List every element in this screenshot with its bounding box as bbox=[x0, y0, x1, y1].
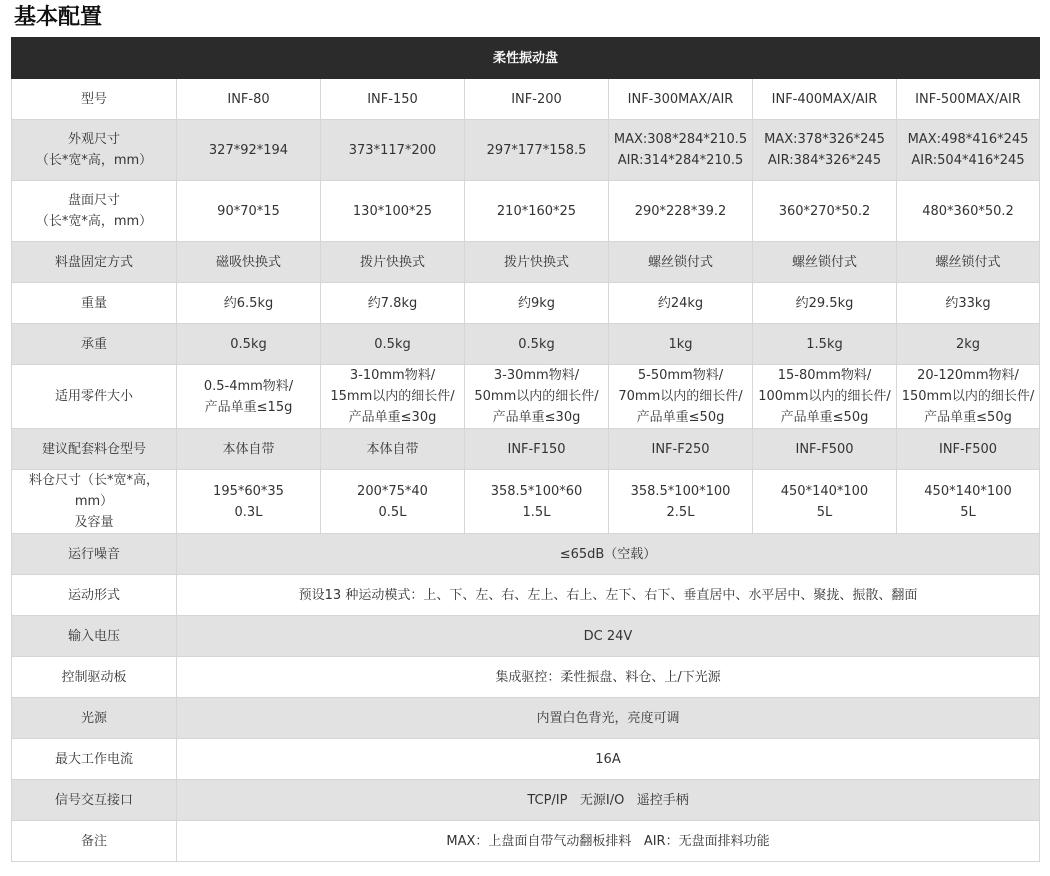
row-label bbox=[12, 739, 177, 780]
row-label bbox=[12, 324, 177, 365]
cell-line: 290*228*39.2 bbox=[634, 203, 727, 219]
cell-line: TCP/IP 无源I/O 遥控手柄 bbox=[527, 792, 689, 808]
table-header-row bbox=[12, 38, 1040, 79]
cell-line: 螺丝锁付式 bbox=[791, 254, 857, 270]
table-cell bbox=[609, 242, 753, 283]
cell-line: INF-F150 bbox=[507, 441, 566, 457]
cell-line: 承重 bbox=[80, 336, 107, 352]
cell-line: INF-400MAX/AIR bbox=[771, 91, 878, 107]
cell-line: 480*360*50.2 bbox=[922, 203, 1014, 219]
cell-line: 3-10mm物料/ bbox=[349, 368, 436, 383]
cell-line: 2kg bbox=[955, 336, 981, 352]
cell-line: DC 24V bbox=[583, 628, 633, 644]
cell-line: 3-30mm物料/ bbox=[493, 368, 580, 383]
table-row bbox=[12, 575, 1040, 616]
row-label bbox=[12, 575, 177, 616]
row-label bbox=[12, 616, 177, 657]
table-row bbox=[12, 534, 1040, 575]
cell-line: 运动形式 bbox=[67, 587, 120, 603]
cell-line: INF-500MAX/AIR bbox=[915, 91, 1021, 107]
cell-line: 5-50mm物料/ bbox=[637, 368, 724, 383]
table-cell bbox=[897, 242, 1040, 283]
table-cell bbox=[465, 79, 609, 120]
row-label bbox=[12, 470, 177, 534]
cell-line: 70mm以内的细长件/ bbox=[618, 389, 743, 404]
table-cell bbox=[897, 283, 1040, 324]
cell-line: 0.5-4mm物料/ bbox=[203, 378, 294, 394]
table-cell bbox=[609, 470, 753, 534]
cell-line: 15-80mm物料/ bbox=[777, 368, 872, 383]
cell-line: INF-F500 bbox=[938, 441, 998, 457]
row-label bbox=[12, 698, 177, 739]
row-label bbox=[12, 79, 177, 120]
table-cell bbox=[465, 324, 609, 365]
table-cell bbox=[753, 429, 897, 470]
cell-line: 297*177*158.5 bbox=[486, 142, 587, 158]
row-label bbox=[12, 657, 177, 698]
cell-line: 1kg bbox=[668, 336, 693, 352]
cell-line: 产品单重≤50g bbox=[780, 410, 869, 425]
row-label bbox=[12, 821, 177, 862]
table-cell bbox=[897, 181, 1040, 242]
cell-line: 358.5*100*60 bbox=[490, 483, 583, 499]
cell-line: 约29.5kg bbox=[795, 295, 854, 311]
cell-line: 光源 bbox=[80, 710, 107, 726]
table-cell bbox=[609, 283, 753, 324]
cell-line: 100mm以内的细长件/ bbox=[758, 389, 891, 404]
cell-line: 及容量 bbox=[74, 515, 114, 530]
cell-line: 拨片快换式 bbox=[503, 254, 569, 270]
table-cell bbox=[321, 470, 465, 534]
cell-line: 358.5*100*100 bbox=[630, 483, 731, 499]
cell-line: 内置白色背光，亮度可调 bbox=[536, 710, 680, 726]
page-title: 基本配置 bbox=[14, 5, 103, 30]
cell-line: 450*140*100 bbox=[924, 483, 1012, 499]
cell-line: 130*100*25 bbox=[352, 203, 433, 219]
cell-line: MAX:308*284*210.5 bbox=[613, 132, 748, 147]
table-cell bbox=[177, 120, 321, 181]
table-cell-span bbox=[177, 616, 1040, 657]
cell-line: 210*160*25 bbox=[496, 203, 577, 219]
table-cell bbox=[321, 120, 465, 181]
table-cell bbox=[465, 283, 609, 324]
cell-line: 450*140*100 bbox=[780, 483, 869, 499]
cell-line: 0.5kg bbox=[230, 336, 267, 352]
cell-line: 产品单重≤15g bbox=[204, 399, 293, 415]
table-cell bbox=[897, 365, 1040, 429]
table-cell bbox=[753, 120, 897, 181]
table-cell bbox=[609, 181, 753, 242]
cell-line: 输入电压 bbox=[67, 628, 120, 644]
table-row bbox=[12, 780, 1040, 821]
table-cell-span bbox=[177, 534, 1040, 575]
table-cell bbox=[321, 181, 465, 242]
table-cell bbox=[753, 365, 897, 429]
cell-line: 盘面尺寸 bbox=[67, 193, 120, 208]
table-cell-span bbox=[177, 657, 1040, 698]
cell-line: 195*60*35 bbox=[213, 483, 284, 499]
cell-line: 备注 bbox=[80, 833, 107, 849]
cell-line: 约6.5kg bbox=[223, 295, 274, 311]
cell-line: 90*70*15 bbox=[217, 203, 280, 219]
table-cell bbox=[897, 120, 1040, 181]
table-cell bbox=[465, 365, 609, 429]
cell-line: 1.5L bbox=[522, 504, 551, 520]
table-cell bbox=[609, 365, 753, 429]
cell-line: INF-150 bbox=[367, 91, 418, 107]
cell-line: （长*宽*高，mm） bbox=[35, 153, 153, 168]
table-row bbox=[12, 429, 1040, 470]
table-cell bbox=[177, 365, 321, 429]
table-cell bbox=[321, 324, 465, 365]
table-cell bbox=[753, 181, 897, 242]
cell-line: 产品单重≤30g bbox=[348, 410, 437, 425]
cell-line: 本体自带 bbox=[366, 441, 419, 457]
table-cell-span bbox=[177, 698, 1040, 739]
table-cell bbox=[177, 79, 321, 120]
cell-line: 2.5L bbox=[666, 504, 695, 520]
row-label bbox=[12, 429, 177, 470]
table-cell bbox=[897, 429, 1040, 470]
table-cell bbox=[465, 120, 609, 181]
cell-line: 5L bbox=[816, 504, 833, 520]
cell-line: AIR:504*416*245 bbox=[911, 153, 1025, 168]
cell-line: 外观尺寸 bbox=[67, 132, 120, 147]
table-cell bbox=[321, 79, 465, 120]
table-row bbox=[12, 657, 1040, 698]
table-row bbox=[12, 283, 1040, 324]
cell-line: INF-200 bbox=[511, 91, 562, 107]
cell-line: 螺丝锁付式 bbox=[647, 254, 713, 270]
spec-table-body bbox=[12, 38, 1040, 862]
cell-line: 15mm以内的细长件/ bbox=[330, 389, 455, 404]
cell-line: 1.5kg bbox=[806, 336, 843, 352]
table-cell bbox=[753, 324, 897, 365]
cell-line: 料盘固定方式 bbox=[54, 254, 133, 270]
table-cell bbox=[321, 365, 465, 429]
table-row bbox=[12, 698, 1040, 739]
cell-line: 控制驱动板 bbox=[61, 669, 127, 685]
table-cell bbox=[609, 79, 753, 120]
table-cell bbox=[177, 429, 321, 470]
cell-line: 建议配套料仓型号 bbox=[41, 441, 146, 457]
cell-line: 0.5kg bbox=[518, 336, 555, 352]
cell-line: mm） bbox=[74, 494, 114, 509]
cell-line: 型号 bbox=[80, 91, 107, 107]
table-cell bbox=[609, 120, 753, 181]
cell-line: AIR:314*284*210.5 bbox=[617, 153, 744, 168]
table-cell bbox=[609, 324, 753, 365]
table-cell bbox=[897, 79, 1040, 120]
table-cell bbox=[753, 79, 897, 120]
table-cell bbox=[177, 242, 321, 283]
table-row bbox=[12, 324, 1040, 365]
cell-line: 拨片快换式 bbox=[359, 254, 425, 270]
table-cell bbox=[609, 429, 753, 470]
cell-line: 约24kg bbox=[657, 295, 704, 311]
table-cell-span bbox=[177, 780, 1040, 821]
cell-line: 螺丝锁付式 bbox=[935, 254, 1001, 270]
cell-line: 产品单重≤30g bbox=[492, 410, 581, 425]
table-cell bbox=[465, 470, 609, 534]
row-label bbox=[12, 120, 177, 181]
cell-line: 0.3L bbox=[234, 504, 263, 520]
table-cell bbox=[753, 470, 897, 534]
table-cell bbox=[177, 470, 321, 534]
row-label bbox=[12, 283, 177, 324]
cell-line: 适用零件大小 bbox=[54, 389, 133, 404]
cell-line: 373*117*200 bbox=[348, 142, 437, 158]
spec-table bbox=[11, 37, 1040, 862]
cell-line: 产品单重≤50g bbox=[636, 410, 725, 425]
cell-line: MAX:378*326*245 bbox=[764, 132, 885, 147]
table-cell bbox=[465, 181, 609, 242]
cell-line: 360*270*50.2 bbox=[778, 203, 871, 219]
cell-line: 运行噪音 bbox=[67, 546, 120, 562]
table-row bbox=[12, 616, 1040, 657]
cell-line: 327*92*194 bbox=[208, 142, 289, 158]
cell-line: INF-80 bbox=[227, 91, 270, 107]
table-row bbox=[12, 365, 1040, 429]
table-cell bbox=[897, 324, 1040, 365]
cell-line: 0.5kg bbox=[374, 336, 411, 352]
table-cell bbox=[465, 429, 609, 470]
table-cell-span bbox=[177, 821, 1040, 862]
cell-line: 料仓尺寸（长*宽*高， bbox=[28, 473, 159, 488]
cell-line: 16A bbox=[595, 751, 621, 767]
cell-line: 约9kg bbox=[517, 295, 556, 311]
table-cell bbox=[753, 242, 897, 283]
cell-line: 预设13 种运动模式：上、下、左、右、左上、右上、左下、右下、垂直居中、水平居中、聚拢、振散、翻面 bbox=[298, 587, 918, 603]
table-row bbox=[12, 181, 1040, 242]
table-header: 柔性振动盘 bbox=[12, 38, 1040, 79]
cell-line: 200*75*40 bbox=[357, 483, 428, 499]
cell-line: 约33kg bbox=[945, 295, 991, 311]
cell-line: 约7.8kg bbox=[367, 295, 418, 311]
row-label bbox=[12, 242, 177, 283]
table-cell bbox=[177, 181, 321, 242]
cell-line: AIR:384*326*245 bbox=[767, 153, 882, 168]
table-row bbox=[12, 470, 1040, 534]
cell-line: MAX：上盘面自带气动翻板排料 AIR：无盘面排料功能 bbox=[446, 833, 770, 849]
table-cell bbox=[321, 429, 465, 470]
table-cell bbox=[177, 283, 321, 324]
cell-line: 150mm以内的细长件/ bbox=[901, 389, 1035, 404]
cell-line: INF-F500 bbox=[795, 441, 854, 457]
table-cell-span bbox=[177, 739, 1040, 780]
row-label bbox=[12, 534, 177, 575]
table-cell bbox=[321, 283, 465, 324]
table-cell bbox=[177, 324, 321, 365]
cell-line: INF-300MAX/AIR bbox=[627, 91, 734, 107]
table-cell bbox=[897, 470, 1040, 534]
table-row bbox=[12, 739, 1040, 780]
cell-line: 重量 bbox=[80, 295, 107, 311]
table-cell bbox=[321, 242, 465, 283]
row-label bbox=[12, 181, 177, 242]
cell-line: 集成驱控：柔性振盘、料仓、上/下光源 bbox=[495, 669, 721, 685]
cell-line: INF-F250 bbox=[651, 441, 710, 457]
cell-line: 50mm以内的细长件/ bbox=[474, 389, 599, 404]
cell-line: MAX:498*416*245 bbox=[907, 132, 1029, 147]
table-row bbox=[12, 242, 1040, 283]
cell-line: 产品单重≤50g bbox=[924, 410, 1012, 425]
cell-line: 本体自带 bbox=[222, 441, 275, 457]
cell-line: （长*宽*高，mm） bbox=[35, 214, 153, 229]
table-row bbox=[12, 821, 1040, 862]
table-cell bbox=[753, 283, 897, 324]
table-row bbox=[12, 120, 1040, 181]
row-label bbox=[12, 365, 177, 429]
cell-line: ≤65dB（空载） bbox=[559, 546, 657, 562]
cell-line: 0.5L bbox=[378, 504, 407, 520]
cell-line: 5L bbox=[960, 504, 976, 520]
table-row bbox=[12, 79, 1040, 120]
cell-line: 磁吸快换式 bbox=[215, 254, 281, 270]
cell-line: 信号交互接口 bbox=[54, 792, 133, 808]
table-cell-span bbox=[177, 575, 1040, 616]
table-cell bbox=[465, 242, 609, 283]
cell-line: 20-120mm物料/ bbox=[917, 368, 1019, 383]
row-label bbox=[12, 780, 177, 821]
cell-line: 最大工作电流 bbox=[54, 751, 133, 767]
